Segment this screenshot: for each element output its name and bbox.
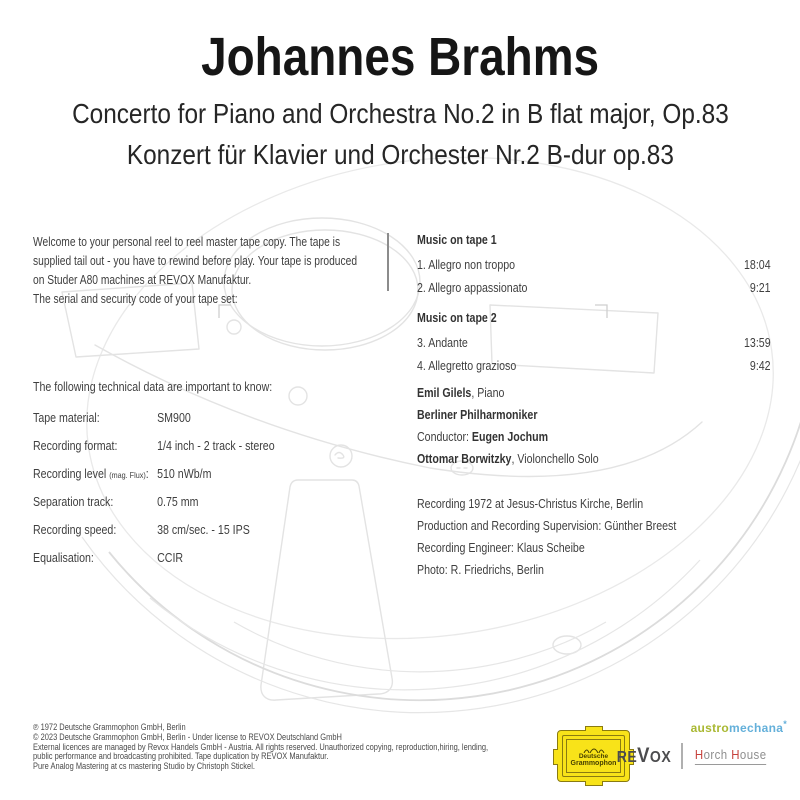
austromechana-logo: austromechana* xyxy=(690,719,787,735)
track-title: 1. Allegro non troppo xyxy=(417,258,516,272)
intro-line: The serial and security code of your tape set: xyxy=(33,292,238,306)
intro-text xyxy=(33,233,357,309)
legal-line: Pure Analog Mastering at cs mastering Studio by Christoph Stickel. xyxy=(33,761,255,772)
technical-heading: The following technical data are important to know: xyxy=(33,380,273,394)
track-title: 2. Allegro appassionato xyxy=(417,281,528,295)
intro-line: supplied tail out - you have to rewind before play. Your tape is produced xyxy=(33,254,358,268)
legal-text xyxy=(33,723,488,772)
track-duration: 18:04 xyxy=(744,258,771,272)
page-title xyxy=(0,28,800,86)
conductor-name: Eugen Jochum xyxy=(471,430,549,444)
table-row xyxy=(33,432,275,460)
performers xyxy=(417,382,599,470)
logo-separator xyxy=(681,743,682,769)
revox-horch-house-logos xyxy=(613,743,771,769)
tech-label: Equalisation: xyxy=(33,551,94,565)
dg-logo-text-line2: Grammophon xyxy=(570,759,617,767)
track-title: 4. Allegretto grazioso xyxy=(417,359,517,373)
track-row xyxy=(417,355,771,378)
dg-logo-text-line1: Deutsche xyxy=(578,752,609,760)
orchestra-line xyxy=(417,404,599,426)
credit-line: Production and Recording Supervision: Günther Breest xyxy=(417,519,677,533)
legal-line: © 2023 Deutsche Grammophon GmbH, Berlin - Under license to REVOX Deutschland GmbH xyxy=(33,731,342,742)
track-duration: 9:42 xyxy=(749,359,771,373)
legal-line: ℗ 1972 Deutsche Grammophon GmbH, Berlin xyxy=(33,722,186,732)
work-title-german: Konzert für Klavier und Orchester Nr.2 B-dur op.83 xyxy=(126,139,674,170)
table-row xyxy=(33,460,275,488)
cello-line: Ottomar Borwitzky, Violonchello Solo xyxy=(417,452,599,466)
intro-line: on Studer A80 machines at REVOX Manufaktur. xyxy=(33,273,252,287)
tape2-heading: Music on tape 2 xyxy=(417,311,497,325)
tape1-heading: Music on tape 1 xyxy=(417,233,497,247)
legal-line: public performance and broadcasting prohibited. Tape duplication by REVOX Manufaktur. xyxy=(33,751,329,762)
technical-data xyxy=(33,378,275,572)
tech-value: 1/4 inch - 2 track - stereo xyxy=(157,439,275,453)
table-row xyxy=(33,544,275,572)
tech-value: 0.75 mm xyxy=(157,495,199,509)
table-row xyxy=(33,488,275,516)
intro-line: Welcome to your personal reel to reel master tape copy. The tape is xyxy=(33,235,341,249)
tech-value: CCIR xyxy=(157,551,184,565)
tulip-crest-icon xyxy=(581,745,607,753)
tech-value: SM900 xyxy=(157,411,191,425)
tech-label: Separation track: xyxy=(33,495,114,509)
tracklist xyxy=(417,231,771,378)
column-divider-line xyxy=(387,233,389,291)
table-row xyxy=(33,516,275,544)
track-duration: 13:59 xyxy=(744,336,771,350)
cellist-name: Ottomar Borwitzky xyxy=(417,452,512,466)
soloist-name: Emil Gilels xyxy=(417,386,472,400)
tech-label: Recording format: xyxy=(33,439,118,453)
table-row xyxy=(33,404,275,432)
horch-house-logo: Horch House xyxy=(694,747,766,765)
tech-label-subscript: (mag. Flux) xyxy=(109,470,146,480)
track-duration: 9:21 xyxy=(749,281,771,295)
legal-line: External licences are managed by Revox Handels GmbH - Austria. All rights reserved. Unauthorized copying, reproduction,hiring, lending, xyxy=(33,741,489,752)
credit-line: Photo: R. Friedrichs, Berlin xyxy=(417,563,544,577)
work-title-english: Concerto for Piano and Orchestra No.2 in B flat major, Op.83 xyxy=(71,98,729,129)
tech-value: 38 cm/sec. - 15 IPS xyxy=(157,523,250,537)
track-title: 3. Andante xyxy=(417,336,468,350)
conductor-line: Conductor: Eugen Jochum xyxy=(417,430,549,444)
tech-label: Recording speed: xyxy=(33,523,117,537)
production-credits xyxy=(417,493,676,581)
track-row xyxy=(417,332,771,355)
composer-name: Johannes Brahms xyxy=(201,27,599,87)
tech-label: Recording level (mag. Flux): xyxy=(33,467,149,481)
revox-logo: REVOX xyxy=(616,744,671,767)
credit-line: Recording 1972 at Jesus-Christus Kirche, Berlin xyxy=(417,497,644,511)
tech-label: Tape material: xyxy=(33,411,100,425)
track-row xyxy=(417,254,771,277)
track-row xyxy=(417,277,771,300)
credit-line: Recording Engineer: Klaus Scheibe xyxy=(417,541,585,555)
soloist-line: Emil Gilels, Piano xyxy=(417,386,505,400)
orchestra-name: Berliner Philharmoniker xyxy=(417,408,538,422)
tech-value: 510 nWb/m xyxy=(157,467,212,481)
